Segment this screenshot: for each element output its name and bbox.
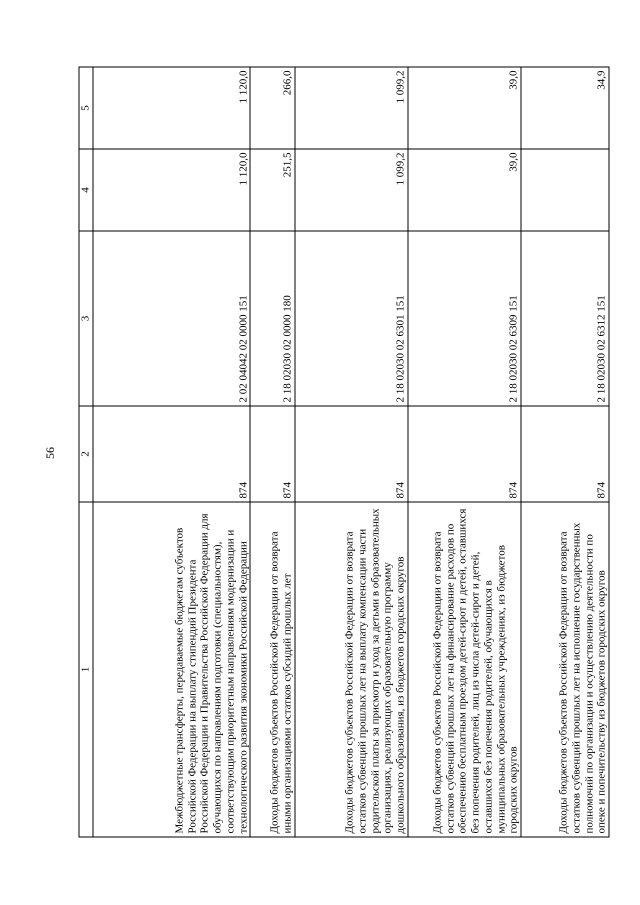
budget-table: [78, 66, 609, 837]
row-value-col4: [520, 149, 608, 231]
row-value-col5: 1 120,0: [92, 67, 250, 149]
header-col-2: 2: [79, 406, 93, 502]
row-value-col4: 1 120,0: [92, 149, 250, 231]
row-admin-code: 874: [294, 406, 407, 502]
row-description: Доходы бюджетов субъектов Российской Федерации от возврата остатков субвенций прошлых лет на выплату компенсации части родительской платы за присмотр и уход за детьми в образовательных организациях, реализующих образовательную программу дошкольного образования, из бюджетов городских округов: [294, 502, 407, 837]
row-description: Доходы бюджетов субъектов Российской Федерации от возврата остатков субвенций прошлых лет на финансирование расходов по обеспечению бесплатным проездом детей-сирот и детей, оставшихся без попечения родителей, лиц из числа детей-сирот и детей, оставшихся без попечения родителей, обучающихся в муниципальных образовательных учреждениях, из бюджетов городских округов: [407, 502, 520, 837]
header-col-1: 1: [79, 502, 93, 837]
row-admin-code: 874: [250, 406, 295, 502]
row-description: Доходы бюджетов субъектов Российской Федерации от возврата остатков субвенций прошлых лет на исполнение государственных полномочий по организации и осуществлению деятельности по опеке и попечительству из бюджетов городских округов: [520, 502, 608, 837]
row-kbk: 2 18 02030 02 6312 151: [520, 231, 608, 406]
row-value-col4: 39,0: [407, 149, 520, 231]
table-row: [520, 67, 608, 837]
row-value-col5: 34,9: [520, 67, 608, 149]
row-admin-code: 874: [407, 406, 520, 502]
row-admin-code: 874: [92, 406, 250, 502]
header-col-5: 5: [79, 67, 93, 149]
table-row: [294, 67, 407, 837]
header-col-3: 3: [79, 231, 93, 406]
header-col-4: 4: [79, 149, 93, 231]
row-kbk: 2 18 02030 02 0000 180: [250, 231, 295, 406]
row-kbk: 2 02 04042 02 0000 151: [92, 231, 250, 406]
row-description: Межбюджетные трансферты, передаваемые бюджетам субъектов Российской Федерации на выплату стипендий Президента Российской Федерации и Правительства Российской Федерации для обучающихся по направлениям подготовки (специальностям), соответствующим приоритетным направлениям модернизации и технологического развития экономики Российской Федерации: [92, 502, 250, 837]
row-kbk: 2 18 02030 02 6309 151: [407, 231, 520, 406]
table-row: [407, 67, 520, 837]
row-value-col4: 251,5: [250, 149, 295, 231]
row-value-col5: 266,0: [250, 67, 295, 149]
row-kbk: 2 18 02030 02 6301 151: [294, 231, 407, 406]
page-number: 56: [43, 447, 57, 459]
table-row: [92, 67, 250, 837]
table-row: [250, 67, 295, 837]
row-value-col5: 1 099,2: [294, 67, 407, 149]
row-value-col4: 1 099,2: [294, 149, 407, 231]
row-admin-code: 874: [520, 406, 608, 502]
row-description: Доходы бюджетов субъектов Российской Федерации от возврата иными организациями остатков субсидий прошлых лет: [250, 502, 295, 837]
rotated-table-container: [78, 67, 609, 837]
table-header-row: [79, 67, 93, 837]
row-value-col5: 39,0: [407, 67, 520, 149]
